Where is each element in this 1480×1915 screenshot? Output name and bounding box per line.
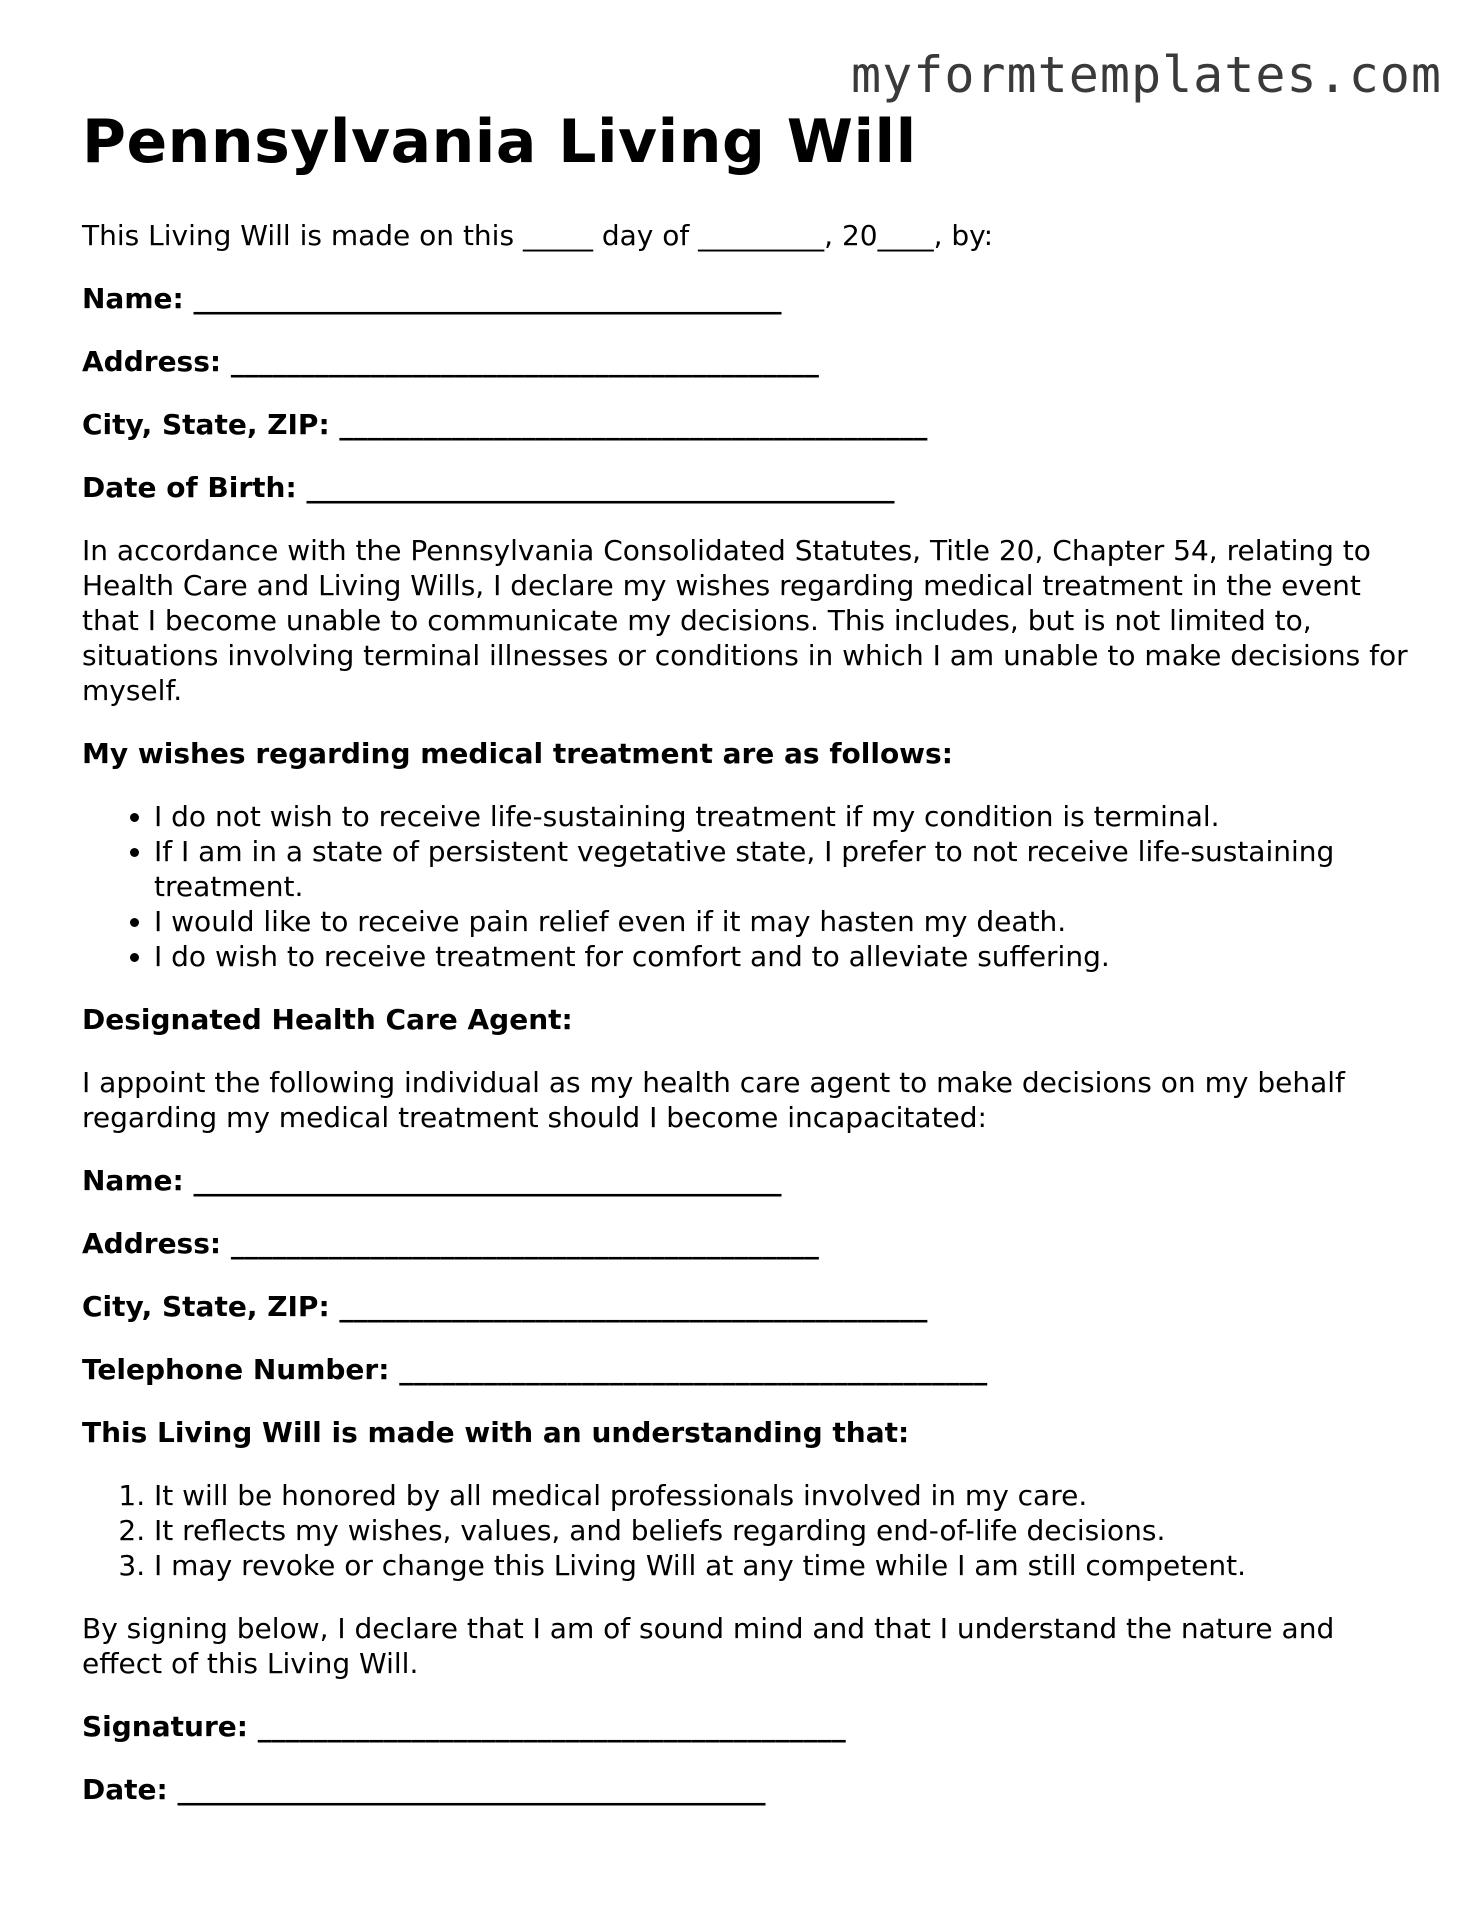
- agent-address-field[interactable]: [82, 1226, 1412, 1261]
- date-label: Date:: [82, 1773, 168, 1806]
- understanding-item: 3. I may revoke or change this Living Will at any time while I am still competent.: [154, 1548, 1412, 1583]
- declarant-address-label: Address:: [82, 345, 222, 378]
- wish-item: • If I am in a state of persistent vegetative state, I prefer to not receive life-sustaining treatment.: [154, 834, 1412, 904]
- date-blank[interactable]: __________________________________________: [177, 1773, 766, 1806]
- signature-blank[interactable]: __________________________________________: [257, 1710, 846, 1743]
- document-title: Pennsylvania Living Will: [82, 107, 917, 177]
- agent-phone-blank[interactable]: __________________________________________: [399, 1353, 988, 1386]
- wish-item: • I do wish to receive treatment for comfort and to alleviate suffering.: [154, 939, 1412, 974]
- agent-name-blank[interactable]: __________________________________________: [193, 1164, 782, 1197]
- wish-item: • I do not wish to receive life-sustaining treatment if my condition is terminal.: [154, 799, 1412, 834]
- date-field[interactable]: [82, 1772, 1412, 1807]
- declarant-name-label: Name:: [82, 282, 184, 315]
- wish-item: • I would like to receive pain relief even if it may hasten my death.: [154, 904, 1412, 939]
- signature-field[interactable]: [82, 1709, 1412, 1744]
- agent-city-field[interactable]: [82, 1289, 1412, 1324]
- declarant-name-field[interactable]: [82, 281, 1412, 316]
- agent-paragraph: I appoint the following individual as my health care agent to make decisions on my behalf regarding my medical treatment should I become incapacitated:: [82, 1066, 1345, 1134]
- declarant-dob-field[interactable]: [82, 470, 1412, 505]
- wishes-list: [82, 799, 1412, 974]
- site-watermark: myformtemplates.com: [851, 46, 1442, 104]
- understanding-item: 1. It will be honored by all medical professionals involved in my care.: [154, 1478, 1412, 1513]
- declarant-dob-label: Date of Birth:: [82, 471, 297, 504]
- signature-label: Signature:: [82, 1710, 248, 1743]
- declaration-paragraph: In accordance with the Pennsylvania Consolidated Statutes, Title 20, Chapter 54, relating to Health Care and Living Wills, I declare my wishes regarding medical treatment in the event that I become unable to communicate my decisions. This includes, but is not limited to, situations involving terminal illnesses or conditions in which I am unable to make decisions for myself.: [82, 534, 1408, 707]
- declarant-name-blank[interactable]: __________________________________________: [193, 282, 782, 315]
- signing-paragraph: By signing below, I declare that I am of sound mind and that I understand the nature and effect of this Living Will.: [82, 1612, 1335, 1680]
- agent-name-label: Name:: [82, 1164, 184, 1197]
- agent-phone-field[interactable]: [82, 1352, 1412, 1387]
- agent-city-blank[interactable]: __________________________________________: [339, 1290, 928, 1323]
- document-page: [82, 106, 1412, 1807]
- agent-address-blank[interactable]: __________________________________________: [230, 1227, 819, 1260]
- understanding-list: [82, 1478, 1412, 1583]
- agent-name-field[interactable]: [82, 1163, 1412, 1198]
- declarant-dob-blank[interactable]: __________________________________________: [306, 471, 895, 504]
- understanding-item: 2. It reflects my wishes, values, and beliefs regarding end-of-life decisions.: [154, 1513, 1412, 1548]
- agent-city-label: City, State, ZIP:: [82, 1290, 330, 1323]
- agent-phone-label: Telephone Number:: [82, 1353, 390, 1386]
- declarant-address-field[interactable]: [82, 344, 1412, 379]
- declarant-city-blank[interactable]: __________________________________________: [339, 408, 928, 441]
- intro-line: This Living Will is made on this _____ day of _________, 20____, by:: [82, 219, 994, 252]
- agent-address-label: Address:: [82, 1227, 222, 1260]
- declarant-address-blank[interactable]: __________________________________________: [230, 345, 819, 378]
- agent-heading: Designated Health Care Agent:: [82, 1003, 573, 1036]
- understanding-heading: This Living Will is made with an understanding that:: [82, 1416, 910, 1449]
- declarant-city-field[interactable]: [82, 407, 1412, 442]
- wishes-heading: My wishes regarding medical treatment are as follows:: [82, 737, 953, 770]
- declarant-city-label: City, State, ZIP:: [82, 408, 330, 441]
